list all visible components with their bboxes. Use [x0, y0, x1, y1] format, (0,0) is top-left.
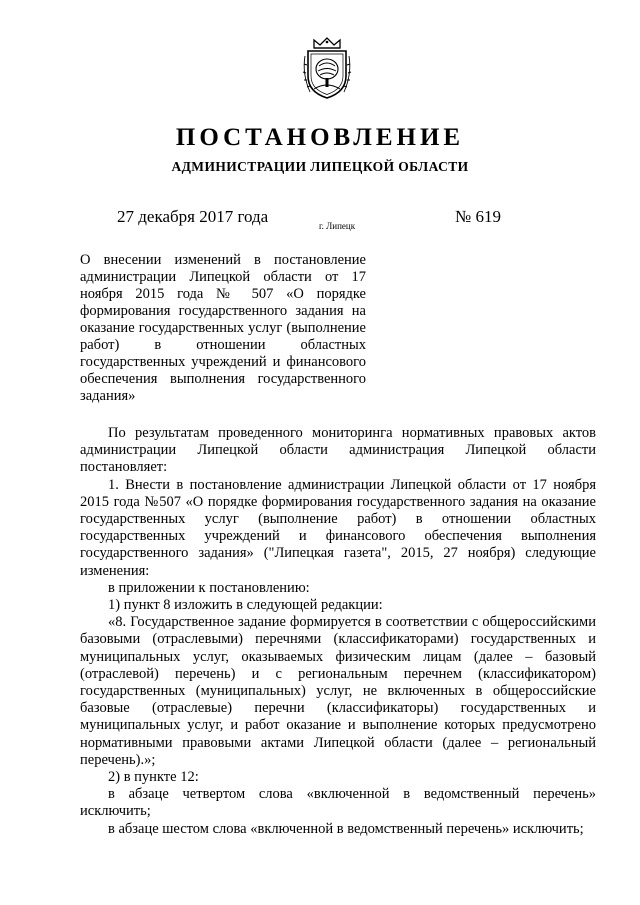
paragraph: «8. Государственное задание формируется в соответствии с общероссийскими базовыми (отраслевыми) перечнями (классификаторами) государственных и муниципальных услуг, оказываемых физическим лицам (далее – базовый (отраслевой) перечень) и с региональным перечнем (классификатором) государственных (муниципальных) услуг, не включенных в общероссийские базовые (отраслевые) перечни (классификаторы) государственных и муниципальных услуг, и работ оказание и выполнение которых предусмотрено нормативными правовыми актами Липецкой области (далее – региональный перечень).»; — [80, 614, 596, 768]
coat-of-arms-icon — [300, 36, 354, 100]
document-heading: О внесении изменений в постановление администрации Липецкой области от 17 ноября 2015 года № 507 «О порядке формирования государственного задания на оказание государственных услуг (выполнение работ) в отношении областных государственных учреждений и финансового обеспечения выполнения государственного задания» — [80, 252, 366, 404]
document-number: № 619 — [455, 207, 501, 226]
document-subtitle: АДМИНИСТРАЦИИ ЛИПЕЦКОЙ ОБЛАСТИ — [171, 159, 469, 174]
paragraph: в абзаце четвертом слова «включенной в ведомственный перечень» исключить; — [80, 786, 596, 820]
paragraph: По результатам проведенного мониторинга нормативных правовых актов администрации Липецкой области администрация Липецкой области постановляет: — [80, 425, 596, 476]
document-body — [80, 425, 596, 838]
document-date: 27 декабря 2017 года — [117, 207, 269, 226]
document-title: ПОСТАНОВЛЕНИЕ — [175, 124, 465, 151]
paragraph: 2) в пункте 12: — [108, 769, 199, 786]
paragraph: в приложении к постановлению: — [108, 579, 310, 596]
paragraph: 1. Внести в постановление администрации Липецкой области от 17 ноября 2015 года №507 «О порядке формирования государственного задания на оказание государственных услуг (выполнение работ) в отношении областных государственных учреждений и финансового обеспечения выполнения государственного задания» ("Липецкая газета", 2015, 27 ноября) следующие изменения: — [80, 476, 596, 579]
paragraph: 1) пункт 8 изложить в следующей редакции: — [108, 597, 383, 614]
document-city: г. Липецк — [319, 221, 356, 231]
paragraph: в абзаце шестом слова «включенной в ведомственный перечень» исключить; — [108, 820, 584, 837]
